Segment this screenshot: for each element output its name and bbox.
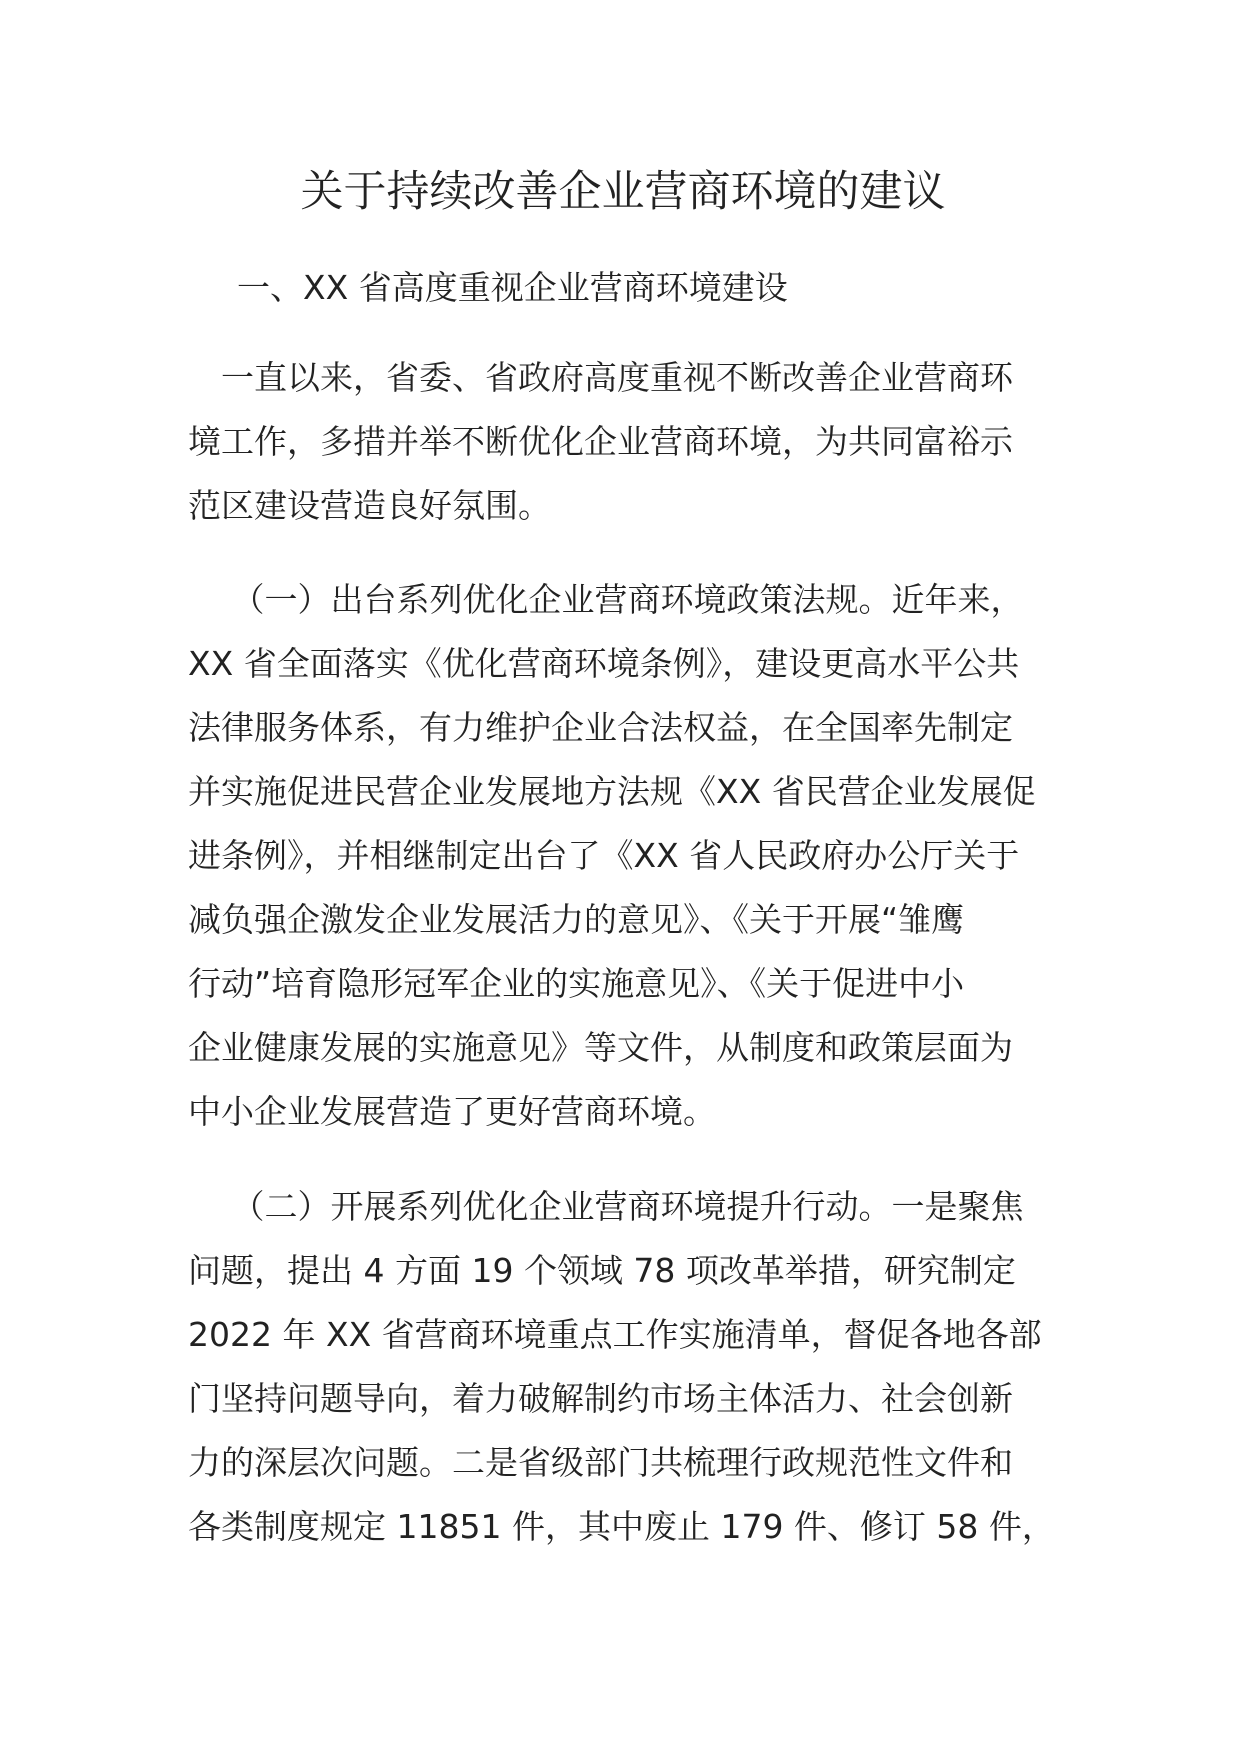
paragraph-line: XX 省全面落实《优化营商环境条例》，建设更高水平公共 bbox=[188, 644, 1020, 683]
paragraph-line: 力的深层次问题。二是省级部门共梳理行政规范性文件和 bbox=[188, 1443, 1013, 1482]
paragraph-line: 范区建设营造良好氛围。 bbox=[188, 486, 551, 525]
paragraph-intro bbox=[188, 346, 1013, 538]
paragraph-line: 企业健康发展的实施意见》等文件，从制度和政策层面为 bbox=[188, 1028, 1013, 1067]
paragraph-line: （一）出台系列优化企业营商环境政策法规。近年来， bbox=[188, 580, 1024, 619]
paragraph-line: 一直以来，省委、省政府高度重视不断改善企业营商环 bbox=[188, 358, 1013, 397]
paragraph-line: 减负强企激发企业发展活力的意见》、《关于开展“雏鹰 bbox=[188, 900, 965, 939]
paragraph-line: 问题，提出 4 方面 19 个领域 78 项改革举措，研究制定 bbox=[188, 1251, 1016, 1290]
paragraph-line: 2022 年 XX 省营商环境重点工作实施清单，督促各地各部 bbox=[188, 1315, 1042, 1354]
paragraph-line: 法律服务体系，有力维护企业合法权益，在全国率先制定 bbox=[188, 708, 1013, 747]
paragraph-policies bbox=[188, 568, 1036, 1144]
paragraph-line: 进条例》，并相继制定出台了《XX 省人民政府办公厅关于 bbox=[188, 836, 1020, 875]
paragraph-line: 境工作，多措并举不断优化企业营商环境，为共同富裕示 bbox=[188, 422, 1013, 461]
paragraph-line: 各类制度规定 11851 件，其中废止 179 件、修订 58 件， bbox=[188, 1507, 1055, 1546]
paragraph-line: （二）开展系列优化企业营商环境提升行动。一是聚焦 bbox=[188, 1187, 1024, 1226]
paragraph-actions bbox=[188, 1175, 1055, 1559]
section-heading: 一、XX 省高度重视企业营商环境建设 bbox=[237, 268, 788, 307]
paragraph-line: 门坚持问题导向，着力破解制约市场主体活力、社会创新 bbox=[188, 1379, 1013, 1418]
document-title: 关于持续改善企业营商环境的建议 bbox=[300, 167, 946, 217]
paragraph-line: 并实施促进民营企业发展地方法规《XX 省民营企业发展促 bbox=[188, 772, 1036, 811]
paragraph-line: 行动”培育隐形冠军企业的实施意见》、《关于促进中小 bbox=[188, 964, 965, 1003]
paragraph-line: 中小企业发展营造了更好营商环境。 bbox=[188, 1092, 716, 1131]
